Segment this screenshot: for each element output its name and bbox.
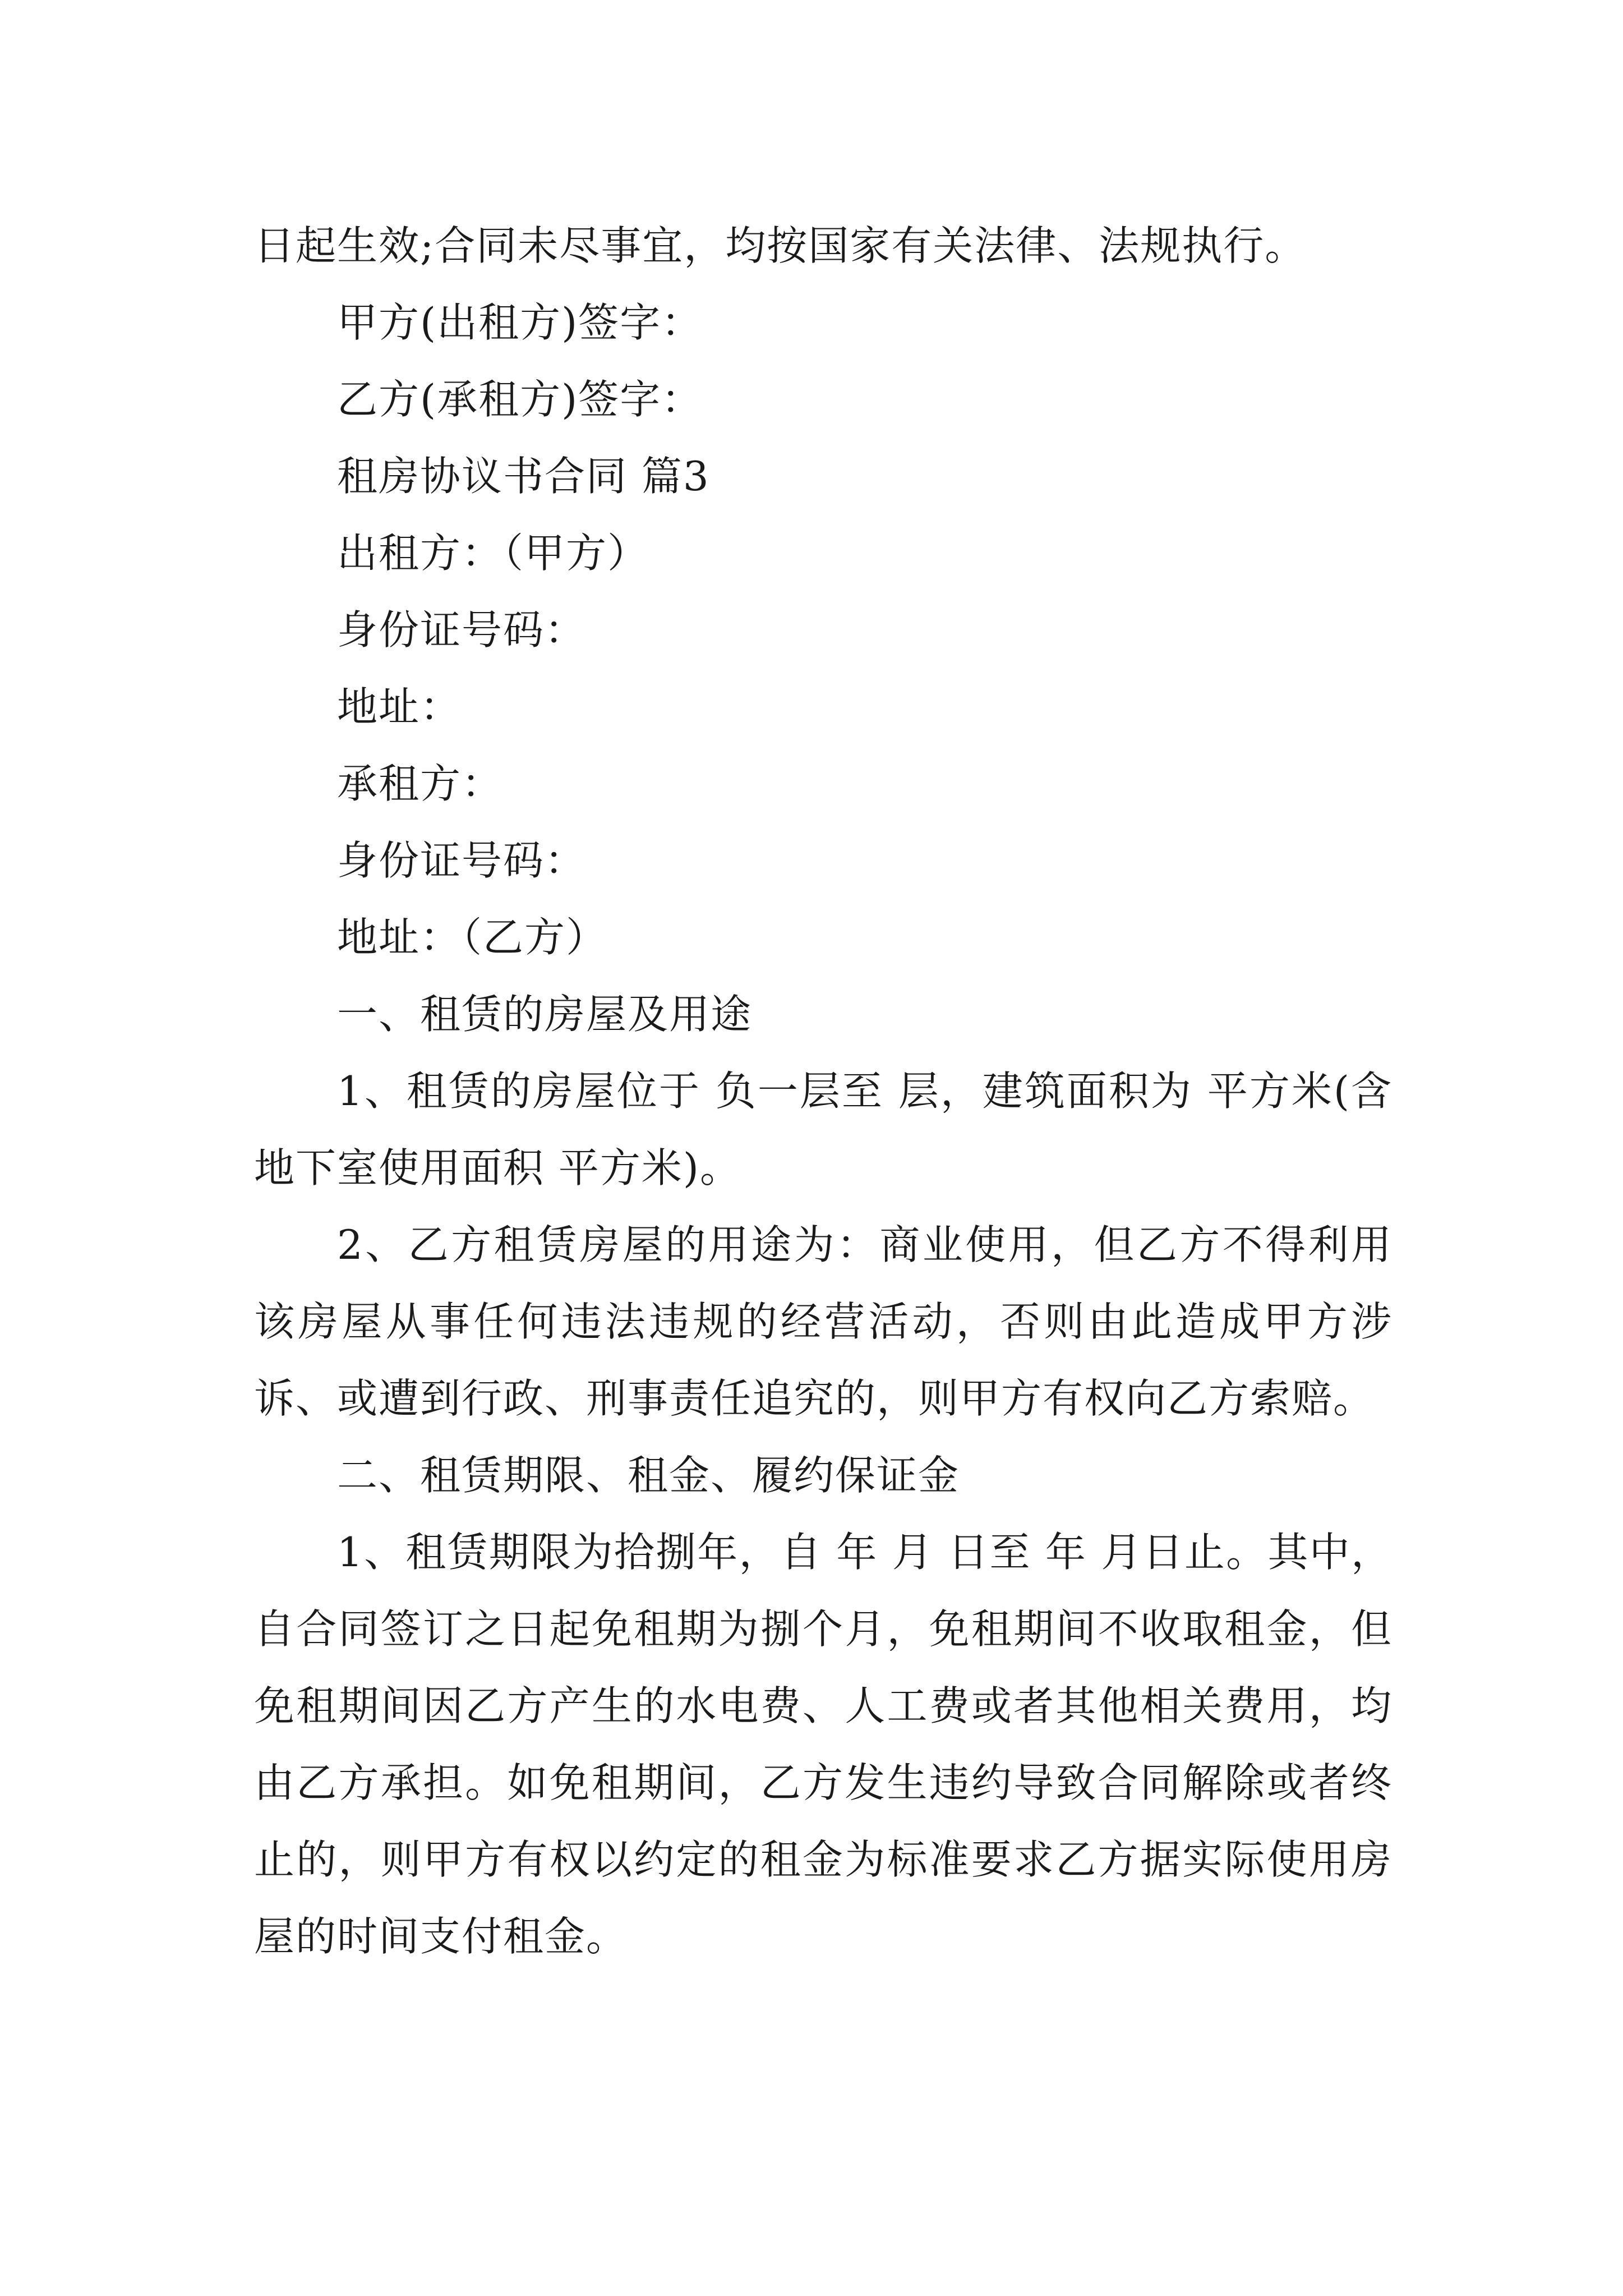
- paragraph-lessor: 出租方：（甲方）: [337, 530, 649, 577]
- paragraph-lessor-address: 地址：: [337, 683, 462, 730]
- paragraph-signature-lessor: 甲方(出租方)签字：: [337, 299, 703, 346]
- document-body: [254, 208, 1393, 1975]
- paragraph-signature-lessee: 乙方(承租方)签字：: [337, 376, 703, 423]
- paragraph-lessee-id: 身份证号码：: [337, 837, 587, 884]
- paragraph-lessee-address: 地址：（乙方）: [337, 914, 608, 961]
- clause-heading-1: 一、租赁的房屋及用途: [337, 991, 753, 1038]
- paragraph-lessee: 承租方：: [337, 760, 504, 807]
- clause-heading-2: 二、租赁期限、租金、履约保证金: [337, 1452, 960, 1499]
- clause-1-1: 1、租赁的房屋位于 负一层至 层，建筑面积为 平方米(含地下室使用面积 平方米)。: [254, 1068, 1393, 1191]
- clause-2-1: 1、租赁期限为拾捌年，自 年 月 日至 年 月日止。其中，自合同签订之日起免租期为捌个月，免租期间不收取租金，但免租期间因乙方产生的水电费、人工费或者其他相关费用，均由乙方承担。如免租期间，乙方发生违约导致合同解除或者终止的，则甲方有权以约定的租金为标准要求乙方据实际使用房屋的时间支付租金。: [254, 1529, 1393, 1960]
- clause-1-2: 2、乙方租赁房屋的用途为：商业使用，但乙方不得利用该房屋从事任何违法违规的经营活动，否则由此造成甲方涉诉、或遭到行政、刑事责任追究的，则甲方有权向乙方索赔。: [254, 1221, 1393, 1422]
- section-title: 租房协议书合同 篇3: [337, 453, 710, 500]
- paragraph: 日起生效;合同未尽事宜，均按国家有关法律、法规执行。: [254, 222, 1307, 269]
- paragraph-lessor-id: 身份证号码：: [337, 606, 587, 654]
